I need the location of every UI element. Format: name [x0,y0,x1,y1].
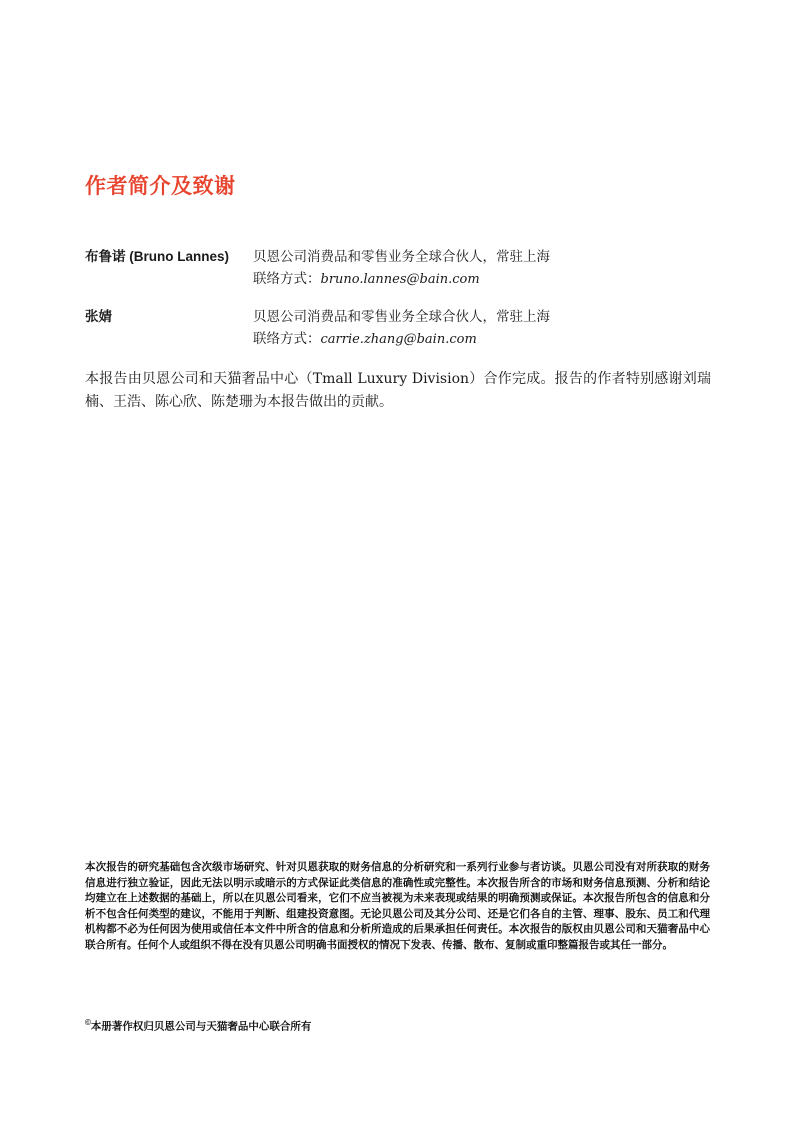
main-content [85,170,711,427]
legal-disclaimer: 本次报告的研究基础包含次级市场研究、针对贝恩获取的财务信息的分析研究和一系列行业参与者访谈。贝恩公司没有对所获取的财务信息进行独立验证，因此无法以明示或暗示的方式保证此类信息的准确性或完整性。本次报告所含的市场和财务信息预测、分析和结论均建立在上述数据的基础上，所以在贝恩公司看来，它们不应当被视为未来表现或结果的明确预测或保证。本次报告所包含的信息和分析不包含任何类型的建议，不能用于判断、组建投资意图。无论贝恩公司及其分公司、还是它们各自的主管、理事、股东、员工和代理机构都不必为任何因为使用或信任本文件中所含的信息和分析所造成的后果承担任何责任。本次报告的版权由贝恩公司和天猫奢品中心联合所有。任何个人或组织不得在没有贝恩公司明确书面授权的情况下发表、传播、散布、复制或重印整篇报告或其任一部分。 [85,861,710,951]
copyright-line [85,1018,311,1034]
author-email: carrie.zhang@bain.com [320,331,477,347]
author-row [85,306,711,350]
author-info [253,246,550,290]
ack-english-term: Tmall Luxury Division [312,370,470,387]
ack-text-before: 本报告由贝恩公司和天猫奢品中心（ [85,369,313,386]
author-info [253,306,550,350]
author-contact [253,268,550,291]
author-name: 布鲁诺 (Bruno Lannes) [85,249,229,264]
page-title: 作者简介及致谢 [85,175,236,198]
author-row [85,246,711,290]
author-name: 张婧 [85,309,112,325]
copyright-text: 本册著作权归贝恩公司与天猫奢品中心联合所有 [90,1020,312,1033]
ack-text-after: ）合作完成。报告的作者特别感谢刘瑞楠、王浩、陈心欣、陈楚珊为本报告做出的贡献。 [85,369,712,410]
contact-label: 联络方式： [253,270,321,286]
author-role: 贝恩公司消费品和零售业务全球合伙人，常驻上海 [253,249,550,264]
author-role: 贝恩公司消费品和零售业务全球合伙人，常驻上海 [253,309,550,325]
author-email: bruno.lannes@bain.com [320,271,480,287]
acknowledgement-paragraph [85,367,711,413]
contact-label: 联络方式： [253,330,321,346]
copyright-symbol: © [85,1018,91,1027]
author-contact [253,328,550,351]
